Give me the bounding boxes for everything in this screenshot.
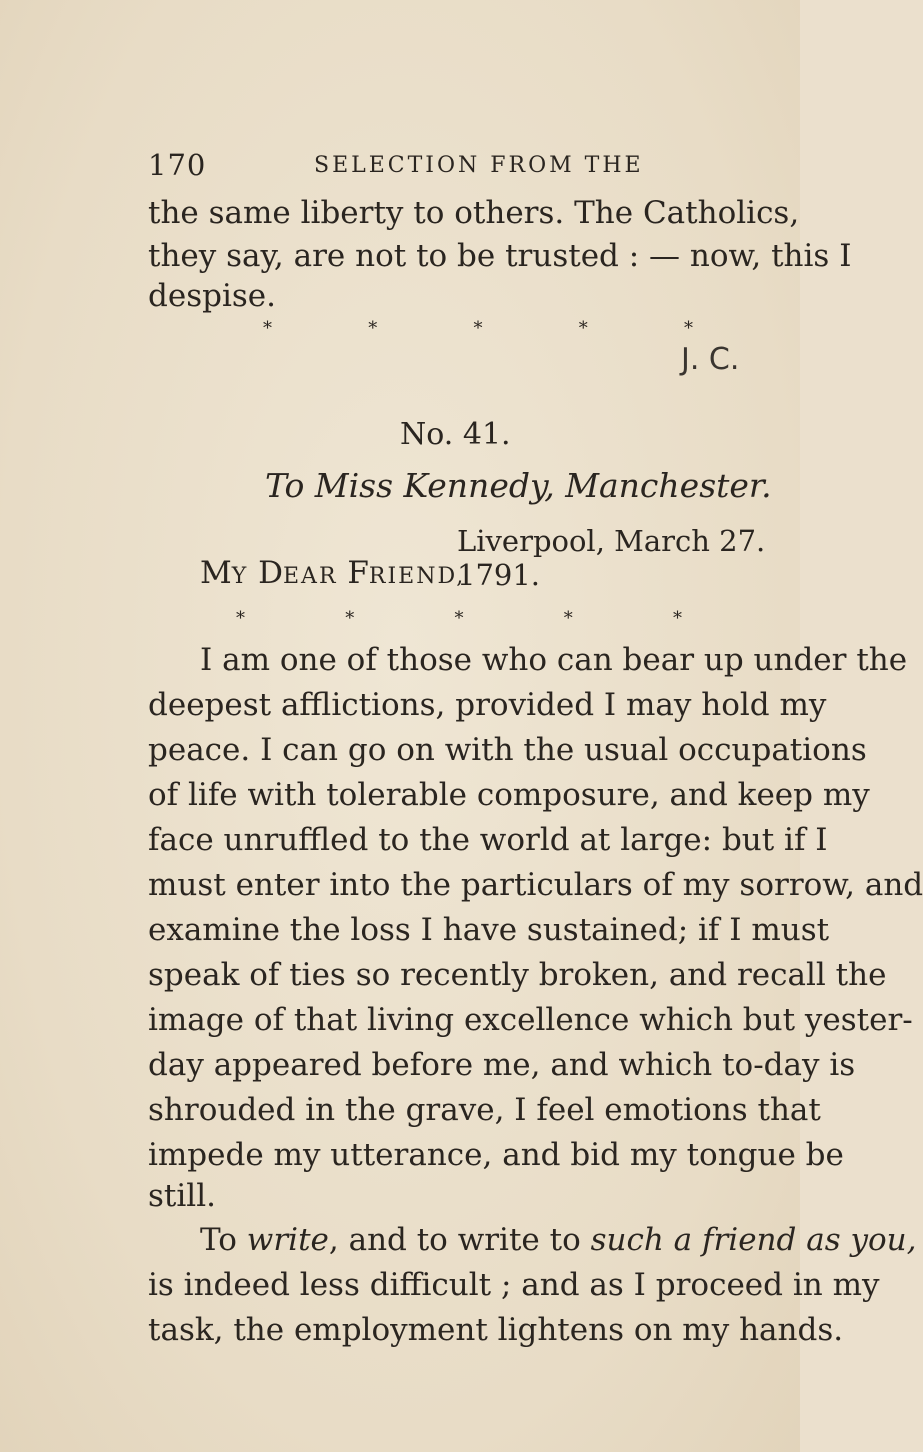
asterisk-divider <box>263 318 693 339</box>
asterisk: * <box>673 608 682 629</box>
asterisk: * <box>473 318 483 339</box>
asterisk: * <box>684 318 693 339</box>
text-line: is indeed less difficult ; and as I proceed in my <box>148 1267 880 1303</box>
running-head: SELECTION FROM THE <box>314 153 644 178</box>
page-header <box>148 148 708 188</box>
text-line: still. <box>148 1178 216 1214</box>
letter-dateline: Liverpool, March 27. 1791. <box>457 524 766 592</box>
text-line: day appeared before me, and which to-day is <box>148 1047 856 1083</box>
asterisk: * <box>345 608 355 629</box>
text-line: of life with tolerable composure, and keep my <box>148 777 870 813</box>
text-line: image of that living excellence which but yester- <box>148 1002 913 1038</box>
text-line: face unruffled to the world at large: but if I <box>148 822 828 858</box>
text-line: despise. <box>148 278 276 314</box>
asterisk: * <box>578 318 588 339</box>
asterisk: * <box>236 608 245 629</box>
letter-recipient: To Miss Kennedy, Manchester. <box>265 466 772 505</box>
text-line: examine the loss I have sustained; if I must <box>148 912 830 948</box>
page-number: 170 <box>148 148 207 182</box>
text-line: impede my utterance, and bid my tongue be <box>148 1137 844 1173</box>
text-line: they say, are not to be trusted : — now, this I <box>148 238 852 274</box>
text-line: speak of ties so recently broken, and recall the <box>148 957 887 993</box>
text-line: peace. I can go on with the usual occupations <box>148 732 867 768</box>
text-line: the same liberty to others. The Catholics, <box>148 195 800 231</box>
asterisk: * <box>263 318 272 339</box>
text-line: To write, and to write to such a friend as you, <box>200 1222 917 1258</box>
salutation: MY DEAR FRIEND, <box>200 555 466 591</box>
text-line: task, the employment lightens on my hands. <box>148 1312 844 1348</box>
text-line: must enter into the particulars of my sorrow, and <box>148 867 923 903</box>
text-line: shrouded in the grave, I feel emotions that <box>148 1092 821 1128</box>
asterisk: * <box>368 318 378 339</box>
letter-number: No. 41. <box>400 417 511 452</box>
signature: J. C. <box>681 342 740 377</box>
asterisk: * <box>454 608 464 629</box>
asterisk: * <box>563 608 573 629</box>
text-line: I am one of those who can bear up under the <box>200 642 908 678</box>
text-line: deepest afflictions, provided I may hold my <box>148 687 827 723</box>
asterisk-divider <box>236 608 682 629</box>
